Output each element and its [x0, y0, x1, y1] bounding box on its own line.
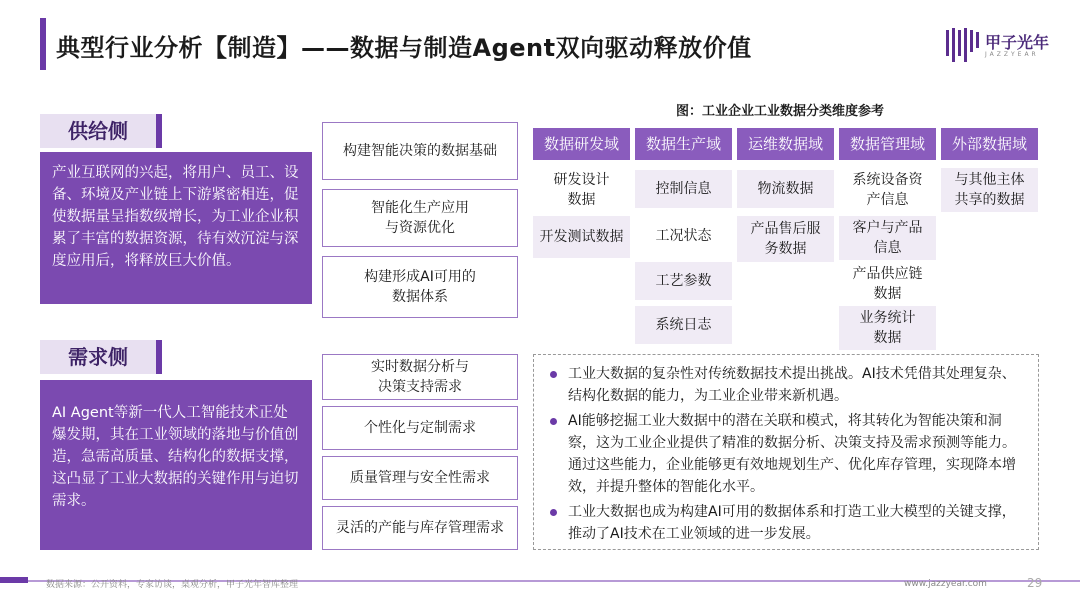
cell-production-1: 控制信息 [635, 170, 732, 208]
cell-rd-1: 研发设计 数据 [533, 168, 630, 212]
bullet-dot-icon [550, 509, 557, 516]
supply-box-2: 智能化生产应用 与资源优化 [322, 189, 518, 247]
demand-box-4: 灵活的产能与库存管理需求 [322, 506, 518, 550]
cell-management-3: 产品供应链 数据 [839, 262, 936, 306]
cell-operations-1: 物流数据 [737, 170, 834, 208]
bullet-dot-icon [550, 371, 557, 378]
cell-management-1: 系统设备资 产信息 [839, 168, 936, 212]
cell-external-1: 与其他主体 共享的数据 [941, 168, 1038, 212]
note-item: 工业大数据也成为构建AI可用的数据体系和打造工业大模型的关键支撑，推动了AI技术在工业领域的进一步发展。 [546, 501, 1026, 545]
cell-production-3: 工艺参数 [635, 262, 732, 300]
supply-side-tag: 供给侧 [40, 114, 162, 148]
demand-box-2: 个性化与定制需求 [322, 406, 518, 450]
note-item: 工业大数据的复杂性对传统数据技术提出挑战。AI技术凭借其处理复杂、结构化数据的能力，为工业企业带来新机遇。 [546, 363, 1026, 407]
cell-management-4: 业务统计 数据 [839, 306, 936, 350]
column-head-production: 数据生产域 [635, 128, 732, 160]
figure-caption: 图：工业企业工业数据分类维度参考 [676, 104, 885, 119]
logo-subtext: JAZZYEAR [985, 51, 1039, 58]
column-head-management: 数据管理域 [839, 128, 936, 160]
cell-production-2: 工况状态 [635, 216, 732, 256]
column-head-operations: 运维数据域 [737, 128, 834, 160]
bullet-dot-icon [550, 418, 557, 425]
logo-text: 甲子光年 [985, 33, 1050, 52]
cell-management-2: 客户与产品 信息 [839, 216, 936, 260]
cell-rd-2: 开发测试数据 [533, 216, 630, 258]
supply-box-1: 构建智能决策的数据基础 [322, 122, 518, 180]
column-head-external: 外部数据域 [941, 128, 1038, 160]
note-item: AI能够挖掘工业大数据中的潜在关联和模式，将其转化为智能决策和洞察，这为工业企业提供了精准的数据分析、决策支持及需求预测等能力。通过这些能力，企业能够更有效地规划生产、优化库存管理，实现降本增效，并提升整体的智能化水平。 [546, 410, 1026, 498]
page-number: 29 [1027, 576, 1043, 590]
cell-operations-2: 产品售后服 务数据 [737, 216, 834, 262]
title-accent-bar [40, 18, 46, 70]
page-title: 典型行业分析【制造】——数据与制造Agent双向驱动释放价值 [56, 34, 752, 62]
data-source: 数据来源：公开资料，专家访谈，桌观分析，甲子光年智库整理 [46, 580, 299, 590]
site-url[interactable]: www.jazzyear.com [904, 579, 987, 589]
supply-box-3: 构建形成AI可用的 数据体系 [322, 256, 518, 318]
demand-box-3: 质量管理与安全性需求 [322, 456, 518, 500]
notes-box [533, 354, 1039, 550]
supply-side-text: 产业互联网的兴起，将用户、员工、设备、环境及产业链上下游紧密相连，促使数据量呈指数级增长，为工业企业积累了丰富的数据资源，待有效沉淀与深度应用后，将释放巨大价值。 [40, 152, 312, 304]
demand-box-1: 实时数据分析与 决策支持需求 [322, 354, 518, 400]
cell-production-4: 系统日志 [635, 306, 732, 344]
column-head-rd: 数据研发域 [533, 128, 630, 160]
demand-side-tag: 需求侧 [40, 340, 162, 374]
footer-accent-bar [0, 577, 28, 583]
demand-side-text: AI Agent等新一代人工智能技术正处爆发期，其在工业领域的落地与价值创造，急需高质量、结构化的数据支撑，这凸显了工业大数据的关键作用与迫切需求。 [40, 380, 312, 550]
